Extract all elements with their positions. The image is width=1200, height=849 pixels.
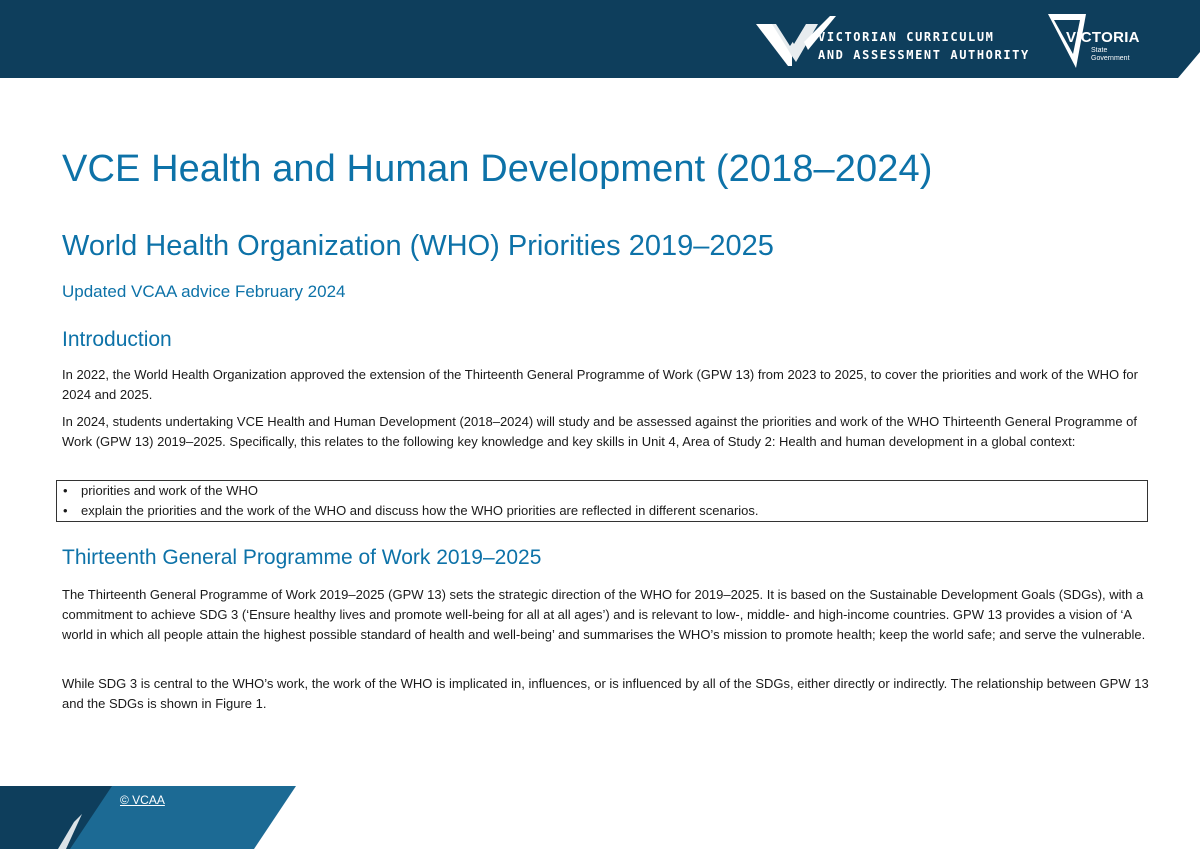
victoria-sub-government: Government — [1091, 55, 1130, 62]
copyright-link[interactable]: © VCAA — [120, 793, 165, 807]
vcaa-wordmark-line2: AND ASSESSMENT AUTHORITY — [818, 48, 1030, 62]
bullet-icon: • — [63, 483, 68, 498]
gpw-paragraph-2: While SDG 3 is central to the WHO’s work, the work of the WHO is implicated in, influences, or is influenced by all of the SDGs, either directly or indirectly. The relationship between GPW 13 and the SDGs is shown in Figure 1. — [62, 676, 1149, 711]
header-stripe — [1178, 52, 1200, 78]
victoria-subtitle — [1091, 47, 1130, 63]
list-item — [57, 501, 1147, 521]
vcaa-wordmark — [818, 28, 1030, 64]
introduction-heading: Introduction — [62, 328, 172, 351]
key-knowledge-list — [57, 481, 1147, 521]
intro-paragraph-2: In 2024, students undertaking VCE Health and Human Development (2018–2024) will study and be assessed against the priorities and work of the WHO Thirteenth General Programme of Work (GPW 13) 2019–2025. Specifically, this relates to the following key knowledge and key skills in Unit 4, Area of Study 2: Health and human development in a global context: — [62, 414, 1138, 449]
victoria-sub-state: State — [1091, 47, 1108, 54]
bullet-icon: • — [63, 503, 68, 518]
page-title: VCE Health and Human Development (2018–2024) — [62, 148, 933, 190]
gpw-paragraph-1: The Thirteenth General Programme of Work 2019–2025 (GPW 13) sets the strategic direction of the WHO for 2019–2025. It is based on the Sustainable Development Goals (SDGs), with a commitment to achieve SDG 3 (‘Ensure healthy lives and promote well-being for all at all ages’) and is relevant to low-, middle- and high-income countries. GPW 13 provides a vision of ‘A world in which all people attain the highest possible standard of health and well-being’ and summarises the WHO’s mission to promote health; keep the world safe; and serve the vulnerable. — [62, 587, 1146, 642]
list-item-text: explain the priorities and the work of the WHO and discuss how the WHO priorities are reflected in different scenarios. — [81, 503, 759, 518]
key-knowledge-box — [56, 480, 1148, 522]
vcaa-wordmark-line1: VICTORIAN CURRICULUM — [818, 30, 995, 44]
victoria-wordmark: VICTORIA — [1066, 29, 1140, 46]
page-header — [0, 0, 1200, 78]
intro-paragraph-1: In 2022, the World Health Organization approved the extension of the Thirteenth General Programme of Work (GPW 13) from 2023 to 2025, to cover the priorities and work of the WHO for 2024 and 2025. — [62, 367, 1138, 402]
page-subtitle: World Health Organization (WHO) Priorities 2019–2025 — [62, 230, 774, 262]
list-item — [57, 481, 1147, 501]
gpw-heading: Thirteenth General Programme of Work 2019–2025 — [62, 546, 542, 569]
list-item-text: priorities and work of the WHO — [81, 483, 259, 498]
update-notice: Updated VCAA advice February 2024 — [62, 282, 346, 301]
